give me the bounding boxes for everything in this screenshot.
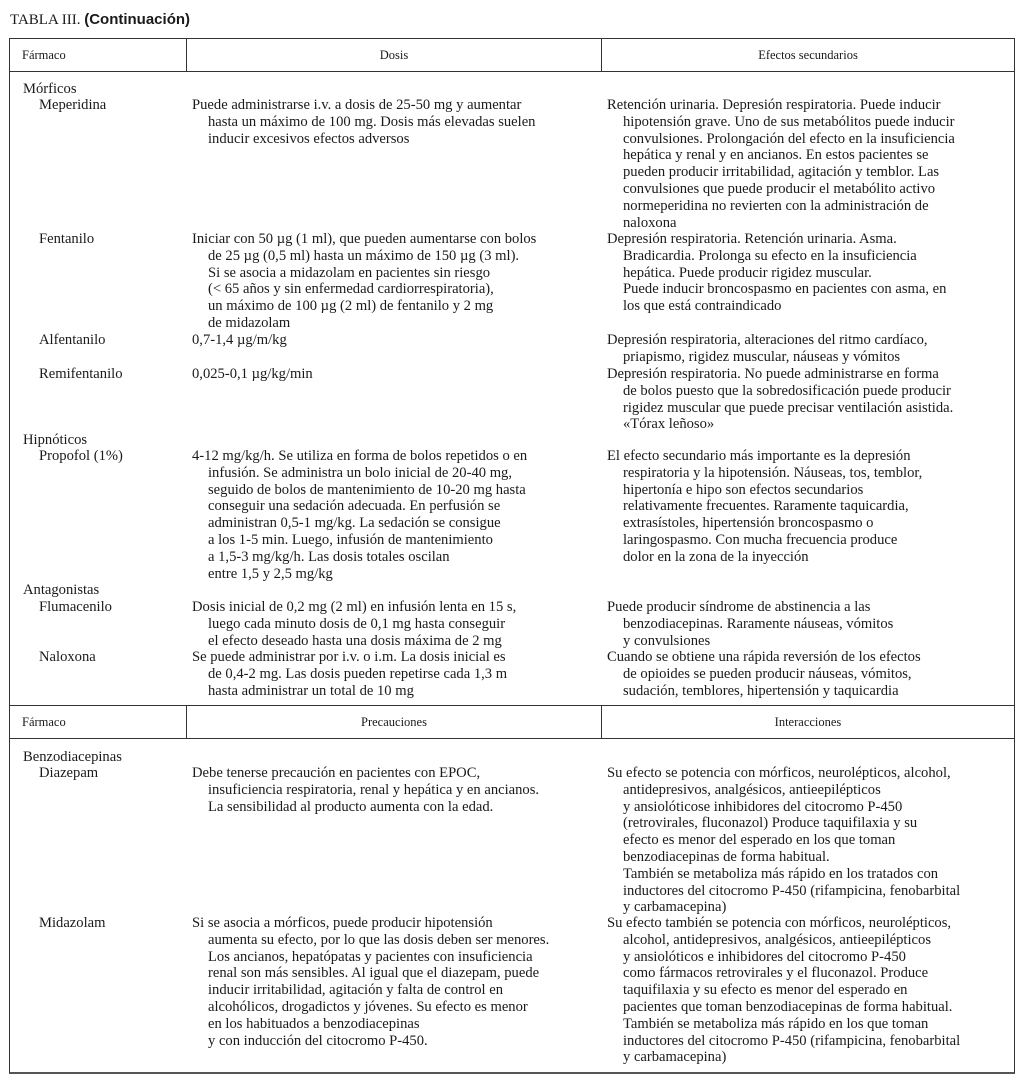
effects-fentanilo: Depresión respiratoria. Retención urinaria. Asma. Bradicardia. Prolonga su efecto en la insuficiencia hepática. Puede producir rigidez muscular. Puede inducir broncospasmo en pacientes con asma, en los que está contraindicado <box>607 231 947 315</box>
dose-meperidina: Puede administrarse i.v. a dosis de 25-50 mg y aumentar hasta un máximo de 100 mg. Dosis más elevadas suelen inducir excesivos efectos adversos <box>192 97 536 147</box>
effects-naloxona: Cuando se obtiene una rápida reversión de los efectos de opioides se pueden producir náuseas, vómitos, sudación, temblores, hipertensión y taquicardia <box>607 649 921 699</box>
table2-header <box>10 706 1014 739</box>
table1-header <box>10 39 1014 72</box>
effects-remifentanilo: Depresión respiratoria. No puede administrarse en forma de bolos puesto que la sobredosificación puede producir rigidez muscular que puede precisar ventilación asistida. «Tórax leñoso» <box>607 366 954 433</box>
dose-propofol: 4-12 mg/kg/h. Se utiliza en forma de bolos repetidos o en infusión. Se administra un bolo inicial de 20-40 mg, seguido de bolos de mantenimiento de 10-20 mg hasta conseguir una sedación adecuada. En perfusión se administran 0,5-1 mg/kg. La sedación se consigue a los 1-5 min. Luego, infusión de mantenimiento a 1,5-3 mg/kg/h. Las dosis totales oscilan entre 1,5 y 2,5 mg/kg <box>192 448 528 582</box>
table-caption <box>10 10 190 30</box>
drug-table <box>9 38 1015 1074</box>
dose-remifentanilo: 0,025-0,1 µg/kg/min <box>192 366 313 382</box>
group-hipnoticos: Hipnóticos <box>23 432 88 448</box>
effects-propofol: El efecto secundario más importante es la depresión respiratoria y la hipotensión. Náuseas, tos, temblor, hipertonía e hipo son efectos secundarios relativamente frecuentes. Raramente taquicardia, extrasístoles, hipertensión broncospasmo o laringospasmo. Con mucha frecuencia produce dolor en la zona de la inyección <box>607 448 923 565</box>
drug-flumacenilo: Flumacenilo <box>39 599 112 615</box>
drug-fentanilo: Fentanilo <box>39 231 95 247</box>
group-antagonistas: Antagonistas <box>23 582 100 598</box>
precautions-midazolam: Si se asocia a mórficos, puede producir hipotensión aumenta su efecto, por lo que las dosis deben ser menores. Los ancianos, hepatópatas y pacientes con insuficiencia renal son más sensibles. Al igual que el diazepam, puede inducir irritabilidad, agitación y falta de control en alcohólicos, drogadictos y jóvenes. Su efecto es menor en los habituados a benzodiacepinas y con inducción del citocromo P-450. <box>192 915 550 1049</box>
table-number: TABLA III. <box>10 12 81 28</box>
effects-flumacenilo: Puede producir síndrome de abstinencia a las benzodiacepinas. Raramente náuseas, vómitos y convulsiones <box>607 599 894 649</box>
dose-fentanilo: Iniciar con 50 µg (1 ml), que pueden aumentarse con bolos de 25 µg (0,5 ml) hasta un máximo de 150 µg (3 ml). Si se asocia a midazolam en pacientes sin riesgo (< 65 años y sin enfermedad cardiorrespiratoria), un máximo de 100 µg (2 ml) de fentanilo y 2 mg de midazolam <box>192 231 537 331</box>
drug-midazolam: Midazolam <box>39 915 106 931</box>
header-precauciones: Precauciones <box>186 706 601 738</box>
interactions-diazepam: Su efecto se potencia con mórficos, neurolépticos, alcohol, antidepresivos, analgésicos, antieepilépticos y ansiolóticose inhibidores del citocromo P-450 (retrovirales, fluconazol) Produce taquifilaxia y su efecto es menor del esperado en los que toman benzodiacepinas de forma habitual. También se metaboliza más rápido en los tratados con inductores del citocromo P-450 (rifampicina, fenobarbital y carbamacepina) <box>607 765 961 916</box>
effects-alfentanilo: Depresión respiratoria, alteraciones del ritmo cardíaco, priapismo, rigidez muscular, náuseas y vómitos <box>607 332 928 365</box>
header-farmaco: Fármaco <box>22 48 66 62</box>
drug-meperidina: Meperidina <box>39 97 107 113</box>
drug-naloxona: Naloxona <box>39 649 96 665</box>
header-efectos: Efectos secundarios <box>601 39 1014 71</box>
dose-naloxona: Se puede administrar por i.v. o i.m. La dosis inicial es de 0,4-2 mg. Las dosis pueden repetirse cada 1,3 m hasta administrar un total de 10 mg <box>192 649 508 699</box>
dose-flumacenilo: Dosis inicial de 0,2 mg (2 ml) en infusión lenta en 15 s, luego cada minuto dosis de 0,1 mg hasta conseguir el efecto deseado hasta una dosis máxima de 2 mg <box>192 599 517 649</box>
drug-alfentanilo: Alfentanilo <box>39 332 106 348</box>
header-dosis: Dosis <box>186 39 601 71</box>
drug-diazepam: Diazepam <box>39 765 99 781</box>
table-continuation: (Continuación) <box>84 11 191 28</box>
header-interacciones: Interacciones <box>601 706 1014 738</box>
interactions-midazolam: Su efecto también se potencia con mórficos, neurolépticos, alcohol, antidepresivos, analgésicos, antieepilépticos y ansiolóticos e inhibidores del citocromo P-450 como fármacos retrovirales y el fluconazol. Produce taquifilaxia y su efecto es menor del esperado en pacientes que toman benzodiacepinas de forma habitual. También se metaboliza más rápido en los que toman inductores del citocromo P-450 (rifampicina, fenobarbital y carbamacepina) <box>607 915 961 1066</box>
group-morficos: Mórficos <box>23 81 77 97</box>
precautions-diazepam: Debe tenerse precaución en pacientes con EPOC, insuficiencia respiratoria, renal y hepática y en ancianos. La sensibilidad al producto aumenta con la edad. <box>192 765 540 815</box>
header-farmaco-2: Fármaco <box>22 715 66 729</box>
effects-meperidina: Retención urinaria. Depresión respiratoria. Puede inducir hipotensión grave. Uno de sus metabólitos puede inducir convulsiones. Prolongación del efecto en la insuficiencia hepática y renal y en ancianos. En estos pacientes se pueden producir irritabilidad, agitación y temblor. Las convulsiones que puede producir el metabólito activo normeperidina no revierten con la administración de naloxona <box>607 97 955 231</box>
drug-remifentanilo: Remifentanilo <box>39 366 123 382</box>
dose-alfentanilo: 0,7-1,4 µg/m/kg <box>192 332 287 348</box>
drug-propofol: Propofol (1%) <box>39 448 123 464</box>
group-benzodiacepinas: Benzodiacepinas <box>23 749 122 765</box>
